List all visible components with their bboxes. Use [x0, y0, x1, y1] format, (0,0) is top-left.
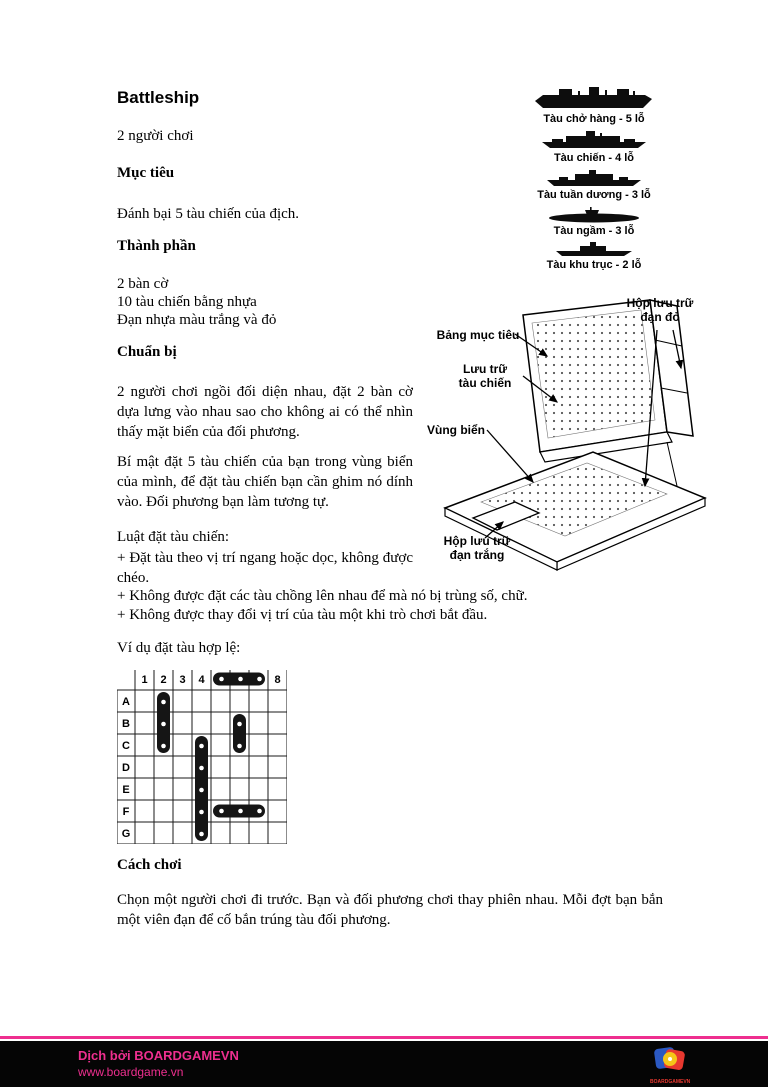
diagram-label-sea: Vùng biển [427, 423, 485, 437]
cruiser-icon [545, 169, 643, 187]
svg-text:A: A [122, 696, 130, 708]
placement-rule: + Đặt tàu theo vị trí ngang hoặc dọc, không được chéo. [117, 550, 413, 586]
heading-setup: Chuẩn bị [117, 344, 177, 360]
legend-row-destroyer [524, 242, 664, 271]
svg-text:4: 4 [198, 674, 205, 686]
svg-text:1: 1 [141, 674, 148, 686]
svg-text:D: D [122, 762, 130, 774]
example-caption: Ví dụ đặt tàu hợp lệ: [117, 640, 241, 656]
objective-text: Đánh bại 5 tàu chiến của địch. [117, 206, 300, 222]
legend-row-submarine [524, 207, 664, 237]
player-count: 2 người chơi [117, 128, 194, 144]
legend-row-cruiser [524, 169, 664, 201]
ship-placement-example-image [117, 668, 287, 849]
svg-text:E: E [122, 784, 130, 796]
heading-components: Thành phần [117, 238, 196, 254]
legend-label: Tàu khu trục - 2 lỗ [546, 259, 642, 271]
footer-url: www.boardgame.vn [78, 1065, 184, 1079]
footer-accent-line [0, 1036, 768, 1039]
svg-text:B: B [122, 718, 130, 730]
example-grid-svg [117, 668, 287, 844]
svg-text:F: F [122, 806, 130, 818]
diagram-label-white-ammo: Hộp lưu trữ đạn trắng [443, 534, 511, 562]
component-item: Đạn nhựa màu trắng và đỏ [117, 312, 277, 328]
legend-row-cargo [524, 85, 664, 125]
diagram-label-ship-storage: Lưu trữ tàu chiến [458, 362, 512, 390]
submarine-icon [547, 207, 641, 223]
heading-howto: Cách chơi [117, 857, 182, 873]
svg-text:2: 2 [160, 674, 167, 686]
legend-label: Tàu tuần dương - 3 lỗ [537, 189, 651, 201]
diagram-label-target-board: Bảng mục tiêu [436, 328, 520, 342]
setup-paragraph-2: Bí mật đặt 5 tàu chiến của bạn trong vùng biển của mình, để đặt tàu chiến bạn cần ghim nó dính vào. Đối phương bạn làm tương tự. [117, 454, 413, 510]
component-item: 10 tàu chiến bằng nhựa [117, 294, 257, 310]
destroyer-icon [554, 242, 634, 257]
footer-bar [0, 1041, 768, 1087]
svg-text:G: G [121, 828, 131, 840]
components-list [117, 275, 276, 329]
placement-rule: + Không được thay đổi vị trí của tàu một khi trò chơi bắt đầu. [117, 607, 488, 623]
battleship-icon [540, 130, 648, 150]
boardgamevn-logo-icon [652, 1043, 688, 1075]
svg-text:3: 3 [179, 674, 186, 686]
setup-paragraph-1: 2 người chơi ngồi đối diện nhau, đặt 2 bàn cờ dựa lưng vào nhau sao cho không ai có thể nhìn thấy mặt biển của đối phương. [117, 384, 413, 440]
cargo-ship-icon [533, 85, 655, 111]
svg-text:8: 8 [274, 674, 281, 686]
placement-rule: + Không được đặt các tàu chồng lên nhau để mà nó bị trùng số, chữ. [117, 588, 528, 604]
legend-label: Tàu ngầm - 3 lỗ [553, 225, 635, 237]
ship-types-legend [524, 85, 664, 280]
component-item: 2 bàn cờ [117, 276, 169, 292]
legend-label: Tàu chiến - 4 lỗ [553, 152, 635, 164]
legend-row-battleship [524, 130, 664, 164]
svg-text:C: C [122, 740, 130, 752]
placement-rules-heading: Luật đặt tàu chiến: [117, 529, 230, 545]
logo-caption: BOARDGAMEVN [650, 1079, 691, 1085]
howto-text: Chọn một người chơi đi trước. Bạn và đối phương chơi thay phiên nhau. Mỗi đợt bạn bắn một viên đạn để cố bắn trúng tàu đối phương. [117, 892, 663, 928]
diagram-label-red-ammo: Hộp lưu trữ đạn đỏ [626, 296, 694, 324]
heading-objective: Mục tiêu [117, 165, 175, 181]
legend-label: Tàu chở hàng - 5 lỗ [543, 113, 645, 125]
boardgamevn-logo [650, 1043, 690, 1085]
footer-credit: Dịch bởi BOARDGAMEVN [78, 1048, 239, 1063]
page-title: Battleship [117, 88, 200, 107]
game-box-diagram [415, 290, 720, 580]
